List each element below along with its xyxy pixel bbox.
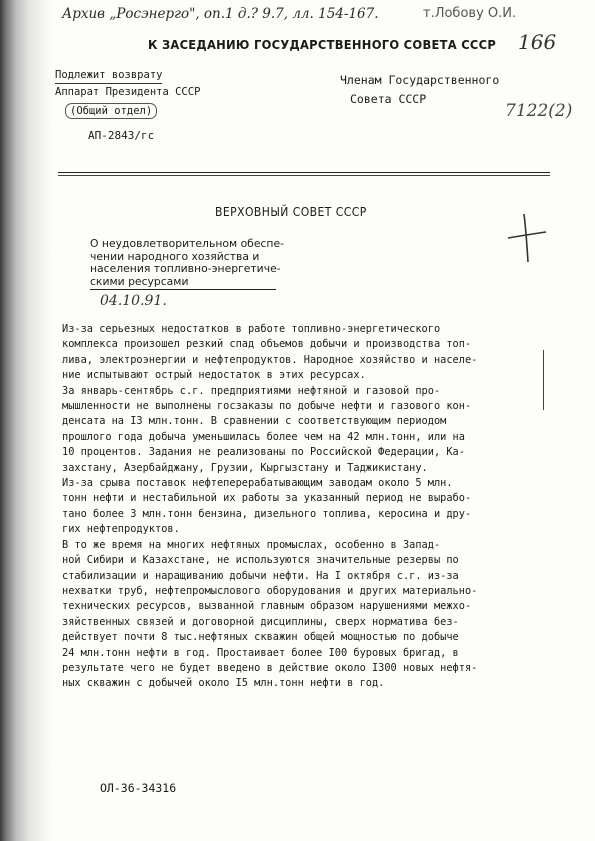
return-stamp — [55, 63, 215, 119]
body-line: Из-за серьезных недостатков в работе топливно-энергетического — [62, 323, 441, 335]
body-line: захстану, Азербайджану, Грузии, Кыргызстану и Таджикистану. — [62, 461, 428, 474]
body-line: прошлого года добыча уменьшилась более чем на 42 млн.тонн, или на — [62, 430, 465, 443]
handwritten-date: 04.10.91. — [100, 293, 167, 309]
body-line: гих нефтепродуктов. — [62, 523, 180, 536]
stamp-line-1: Подлежит возврату — [55, 68, 162, 84]
page-number: 166 — [518, 30, 557, 54]
addressee-line-2: Совета СССР — [350, 92, 427, 106]
body-line: ной Сибири и Казахстане, не используются значительные резервы по — [62, 554, 459, 567]
recipient-title: ВЕРХОВНЫЙ СОВЕТ СССР — [215, 205, 367, 219]
body-line: лива, электроэнергии и нефтепродуктов. Народное хозяйство и населе- — [62, 353, 478, 366]
body-line: 24 млн.тонн нефти в год. Простаивает более I00 буровых бригад, в — [62, 646, 459, 659]
body-line: 10 процентов. Задания не реализованы по Российской Федерации, Ка- — [62, 446, 465, 459]
subject-line: населения топливно-энергетиче- — [90, 262, 281, 275]
body-line: ние испытывают острый недостаток в этих ресурсах. — [62, 369, 366, 382]
subject-line: чении народного хозяйства и — [90, 249, 260, 263]
body-line: тонн нефти и нестабильной их работы за указанный период не вырабо- — [62, 492, 472, 505]
addressee-line-1: Членам Государственного — [340, 73, 500, 87]
body-line: ных скважин с добычей около I5 млн.тонн нефти в год. — [62, 677, 385, 690]
archive-note: Архив „Росэнерго", оп.1 д.? 9.7, лл. 154-167. — [62, 6, 379, 22]
handwritten-addressee: т.Лобову О.И. — [423, 6, 517, 21]
subject-block — [90, 238, 284, 290]
body-line: Из-за срыва поставок нефтеперерабатывающим заводам около 5 млн. — [62, 477, 453, 490]
body-line: действует почти 8 тыс.нефтяных скважин общей мощностью по добыче — [62, 631, 459, 644]
body-line: зяйственных связей и договорной дисциплины, сверх норматива без- — [62, 615, 459, 628]
footer-code: ОЛ-36-34316 — [100, 781, 177, 795]
body-line: В то же время на многих нефтяных промыслах, особенно в Запад- — [62, 538, 441, 551]
scan-shadow-edge — [0, 0, 52, 841]
letter-body — [62, 322, 540, 692]
subject-line: скими ресурсами — [90, 276, 276, 291]
heading: К ЗАСЕДАНИЮ ГОСУДАРСТВЕННОГО СОВЕТА СССР — [148, 37, 497, 52]
body-line: мышленности не выполнены госзаказы по добыче нефти и газового кон- — [62, 400, 472, 413]
body-line: За январь-сентябрь с.г. предприятиями нефтяной и газовой про- — [62, 384, 441, 397]
top-divider — [58, 172, 550, 173]
body-line: технических ресурсов, вызванной главным образом нарушениями межхо- — [62, 600, 472, 613]
stamp-line-3: (Общий отдел) — [65, 103, 157, 119]
body-line: комплекса произошел резкий спад объемов добычи и производства топ- — [62, 338, 472, 351]
top-divider-second — [58, 175, 550, 176]
reference-number: АП-2843/гс — [88, 129, 155, 142]
handwritten-reg-number: 7122(2) — [505, 101, 573, 121]
margin-mark — [543, 350, 544, 410]
subject-line: О неудовлетворительном обеспе- — [90, 237, 285, 250]
body-line: результате чего не будет введено в действие около I300 новых нефтя- — [62, 661, 478, 674]
stamp-line-2: Аппарат Президента СССР — [55, 86, 201, 98]
body-line: тано более 3 млн.тонн бензина, дизельного топлива, керосина и дру- — [62, 507, 472, 520]
handwritten-cross-mark — [500, 210, 550, 265]
body-line: нехватки труб, нефтепромыслового оборудования и других материально- — [62, 584, 478, 597]
body-line: денсата на I3 млн.тонн. В сравнении с соответствующим периодом — [62, 415, 447, 428]
body-line: стабилизации и наращиванию добычи нефти. На I октября с.г. из-за — [62, 569, 459, 582]
